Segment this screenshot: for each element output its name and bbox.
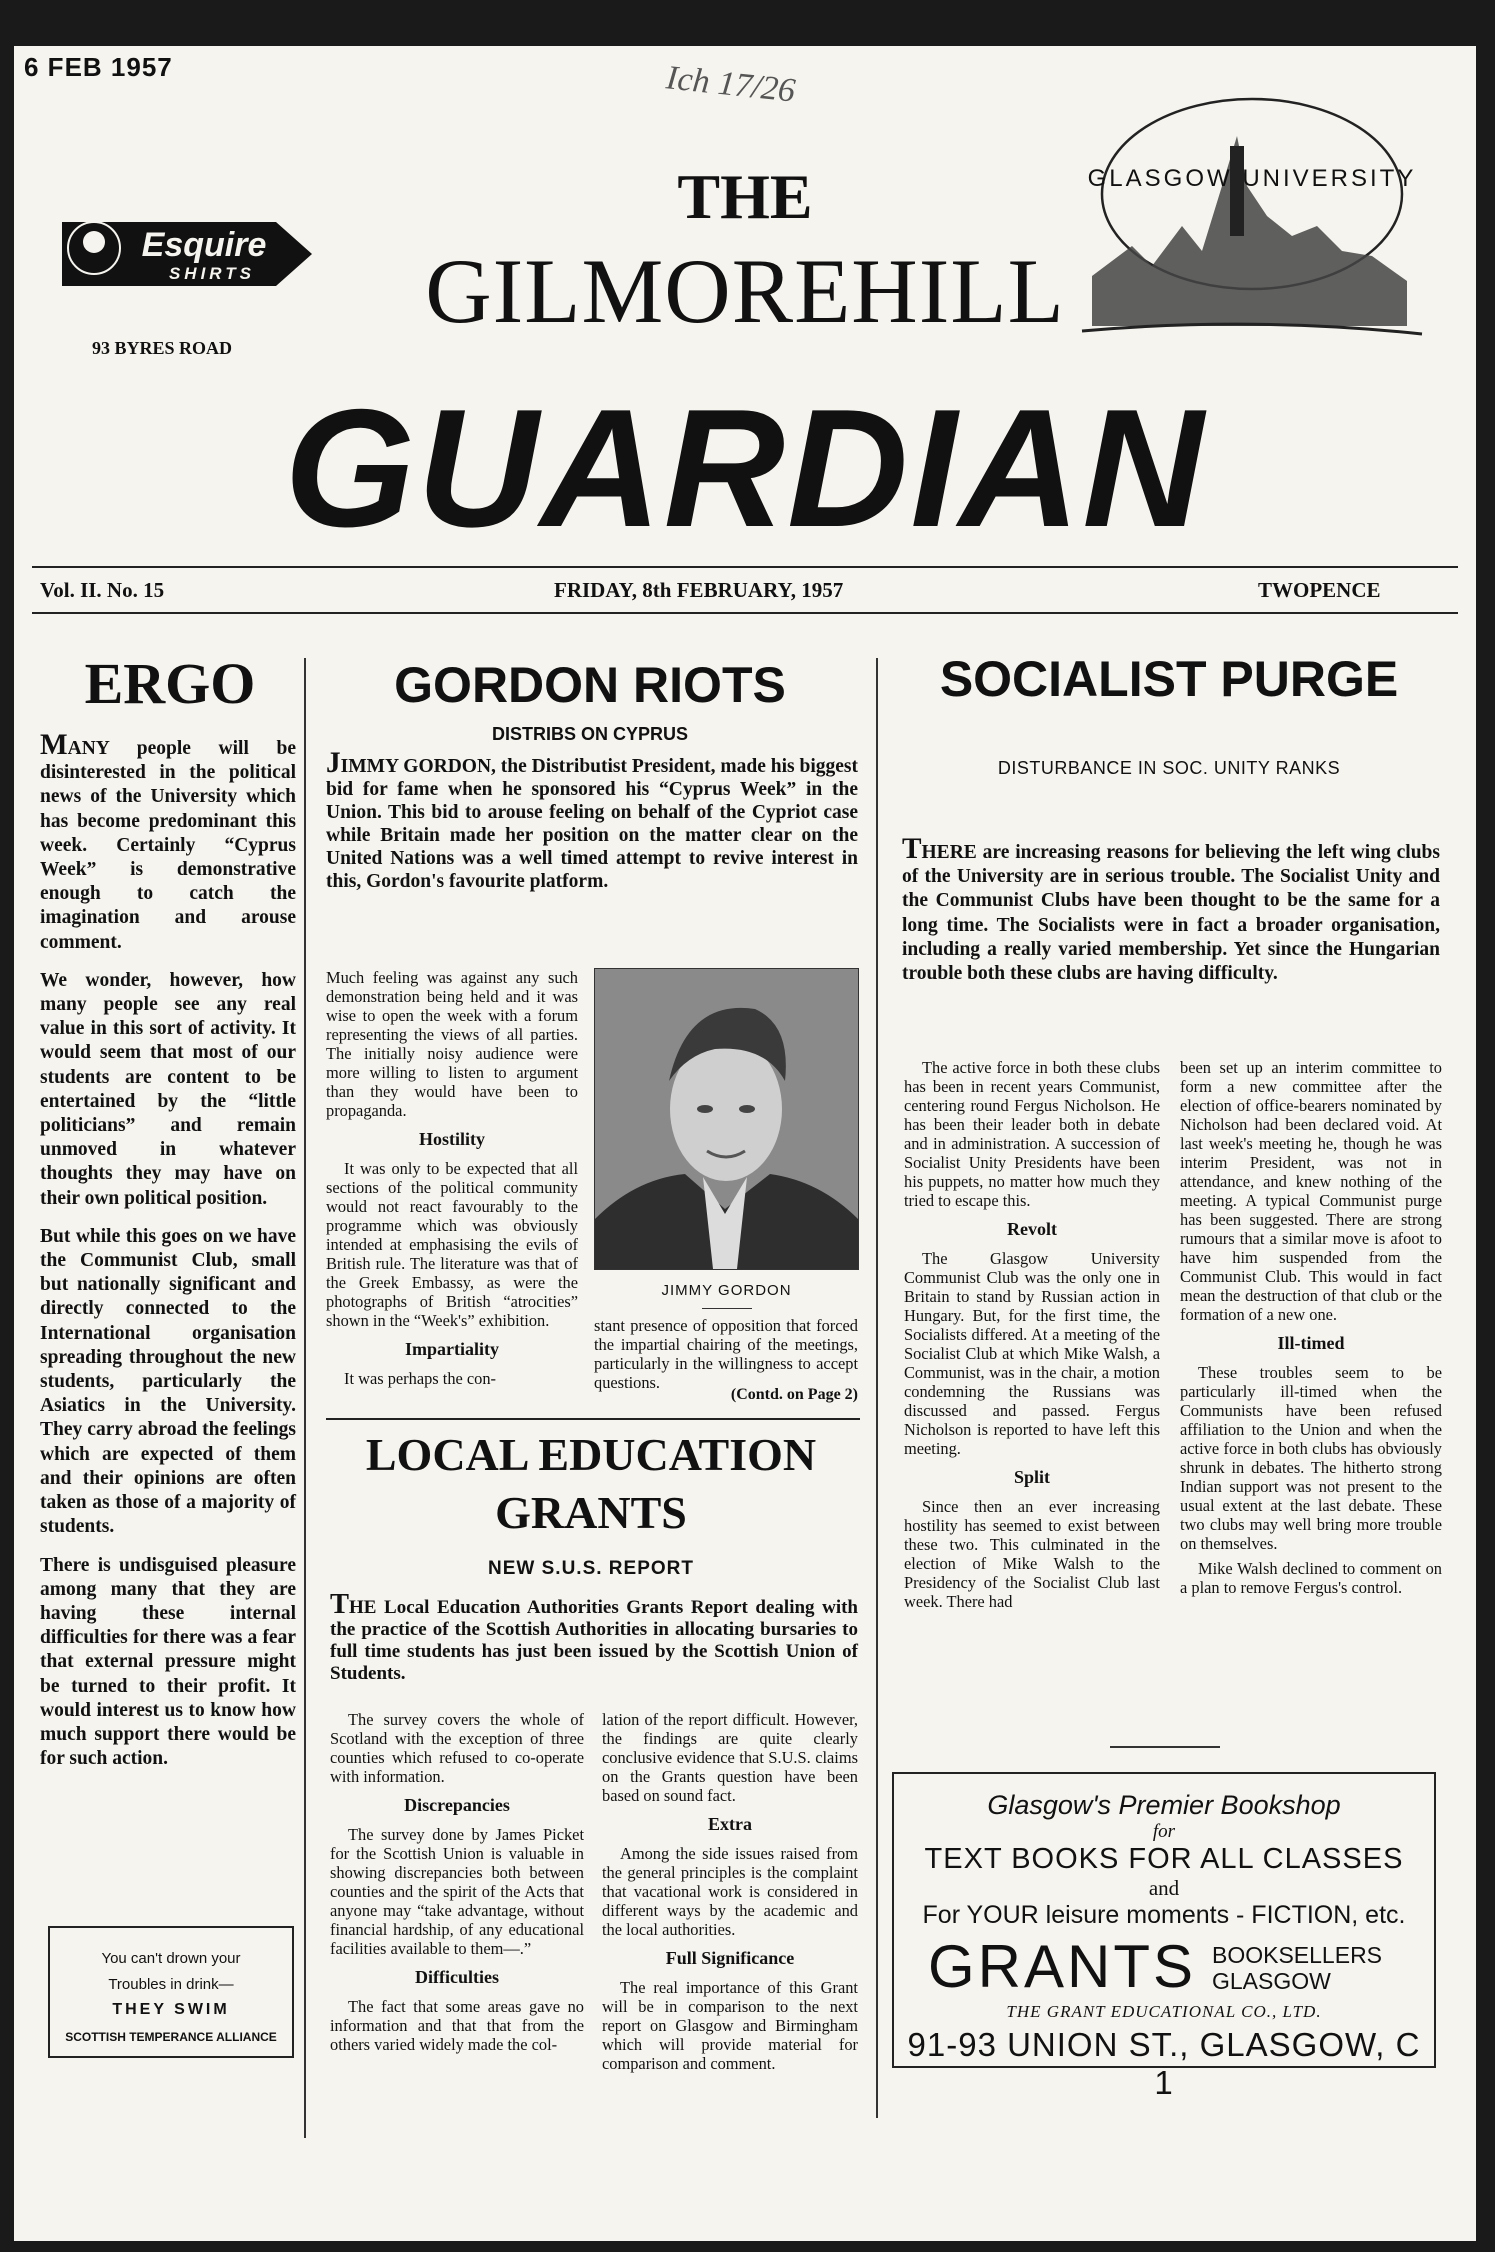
socialist-subhead-revolt: Revolt — [1007, 1219, 1057, 1239]
local-column-2 — [602, 1710, 858, 2079]
temperance-line4: SCOTTISH TEMPERANCE ALLIANCE — [65, 2030, 277, 2044]
local-subhead-significance: Full Significance — [665, 1948, 795, 1968]
socialist-p4: been set up an interim committee to form a new committee after the election of office-bearers nominated by Nicholson had been declared void. At last week's meeting he, though he was interim President, was not in attendance, and knew nothing of the meeting. A typical Communist purge has been suggested. There are strong rumours that a similar move is afoot to have him suspended from the Communist Club. This would in fact mean the destruction of that club or the formation of a new one. — [1180, 1058, 1442, 1324]
masthead-guardian: GUARDIAN — [284, 374, 1206, 562]
masthead-gilmorehill: GILMOREHILL — [425, 240, 1065, 342]
local-p6: The real importance of this Grant will be in comparison to the next report on Glasgow and Birmingham which will provide material for comparison and comment. — [602, 1978, 858, 2073]
socialist-end-rule — [1110, 1746, 1220, 1748]
socialist-dropcap: T — [902, 833, 922, 865]
ergo-editorial — [40, 729, 296, 1785]
ergo-dropcap: M — [40, 729, 68, 761]
gordon-subhead-impartiality: Impartiality — [405, 1339, 499, 1359]
local-heading-line2: GRANTS — [495, 1487, 687, 1538]
logo-address: 93 BYRES ROAD — [92, 338, 233, 358]
socialist-lead-text: HERE are increasing reasons for believing the left wing clubs of the University are in serious trouble. The Socialist Unity and the Communist Clubs have been thought to be the same for a long time. The Socialists were in fact a broader organisation, including a really varied membership. Yet since the Hungarian trouble both these clubs are having difficulty. — [902, 842, 1440, 985]
ergo-p1: ANY people will be disinterested in the political news of the University which has become predominant this week. Certainly “Cyprus Week” is demonstrative enough to catch the imagination and arouse comment. — [40, 738, 296, 953]
socialist-lead — [902, 833, 1440, 986]
temperance-line1: You can't drown your — [101, 1950, 241, 1967]
gordon-subheading: DISTRIBS ON CYPRUS — [491, 724, 689, 744]
gordon-continued: (Contd. on Page 2) — [730, 1386, 858, 1403]
bookshop-brand-side — [1212, 1942, 1382, 1994]
issue-volume: Vol. II. No. 15 — [40, 578, 165, 602]
university-badge-text: GLASGOW UNIVERSITY — [1087, 165, 1417, 192]
newspaper-page — [14, 46, 1476, 2241]
local-column-1 — [330, 1710, 584, 2060]
local-p2: The survey done by James Picket for the Scottish Union is valuable in showing discrepancies both between counties and the spirit of the Acts that anyone may “take advantage, without financial hardship, of any educational facilities available to them—.” — [330, 1825, 584, 1958]
temperance-line3: THEY SWIM — [112, 2001, 230, 2018]
socialist-subhead-illtimed: Ill-timed — [1277, 1333, 1345, 1353]
gordon-subhead-hostility: Hostility — [419, 1129, 485, 1149]
masthead-the: THE — [677, 161, 813, 232]
socialist-subhead-split: Split — [1013, 1467, 1051, 1487]
bookshop-line3: TEXT BOOKS FOR ALL CLASSES — [924, 1843, 1404, 1875]
local-subhead-discrepancies: Discrepancies — [404, 1795, 510, 1815]
jimmy-gordon-photo — [594, 968, 859, 1270]
socialist-column-2 — [1180, 1058, 1442, 1603]
socialist-p1: The active force in both these clubs has been in recent years Communist, centering round Fergus Nicholson. He has been their leader both in debate and in administration. A succession of Socialist Unity Presidents have been his puppets, no matter how much they tried to escape this. — [904, 1058, 1160, 1210]
gordon-p4: stant presence of opposition that forced the impartial chairing of the meetings, particularly in the willingness to accept questions. — [594, 1316, 858, 1392]
socialist-heading: SOCIALIST PURGE — [939, 651, 1399, 707]
photo-caption: JIMMY GORDON — [661, 1282, 792, 1299]
gordon-lead — [326, 747, 858, 893]
local-p5: Among the side issues raised from the general principles is the complaint that vacational work is considered in different ways by the academic and the local authorities. — [602, 1844, 858, 1939]
column-divider-left — [304, 658, 306, 2138]
local-dropcap: T — [330, 1589, 350, 1620]
ergo-paragraph — [40, 729, 296, 955]
masthead-rule-top — [32, 566, 1458, 568]
pencil-note: Ich 17/26 — [664, 59, 797, 110]
logo-shirts: SHIRTS — [168, 264, 256, 283]
temperance-line2: Troubles in drink— — [108, 1976, 234, 1993]
socialist-p2: The Glasgow University Communist Club was the only one in Britain to stand by Russian action in Hungary. But, for the first time, the Socialists differed. At a meeting of the Socialist Club at which Mike Walsh, a Communist, was in the chair, a motion condemning the Russians was discussed and passed. Fergus Nicholson is reported to have left this meeting. — [904, 1249, 1160, 1458]
gordon-column-1 — [326, 968, 578, 1394]
bookshop-address: 91-93 UNION ST., GLASGOW, C 1 — [907, 2026, 1421, 2101]
bookshop-side2: GLASGOW — [1212, 1968, 1331, 1994]
ergo-p4: There is undisguised pleasure among many that they are having these internal difficulties for there was a fear that external pressure might be turned to their profit. It would interest us to know how much support there would be for such action. — [40, 1554, 296, 1770]
bookshop-line2: for — [1152, 1821, 1176, 1842]
local-heading-line1: LOCAL EDUCATION — [365, 1429, 817, 1480]
gordon-lead-text: IMMY GORDON, the Distributist President, made his biggest bid for fame when he sponsored his “Cyprus Week” in the Union. This bid to arouse feeling on behalf of the Cypriot case while Britain made her position on the matter clear on the United Nations was a well timed attempt to revive interest in this, Gordon's favourite platform. — [326, 756, 858, 892]
bookshop-brand-row — [894, 1934, 1434, 2000]
ergo-heading: ERGO — [84, 651, 256, 716]
socialist-p6: Mike Walsh declined to comment on a plan to remove Fergus's control. — [1180, 1559, 1442, 1597]
bookshop-line5: For YOUR leisure moments - FICTION, etc. — [922, 1901, 1406, 1929]
local-heading — [316, 1426, 866, 1542]
local-p4: lation of the report difficult. However, the findings are quite clearly conclusive evidence that S.U.S. claims on the Grants question have been based on sound fact. — [602, 1710, 858, 1805]
socialist-column-1 — [904, 1058, 1160, 1617]
local-p1: The survey covers the whole of Scotland with the exception of three counties which refused to co-operate with information. — [330, 1710, 584, 1786]
issue-date: FRIDAY, 8th FEBRUARY, 1957 — [554, 578, 844, 602]
column-divider-right — [876, 658, 878, 2118]
issue-price: TWOPENCE — [1258, 578, 1381, 602]
socialist-p5: These troubles seem to be particularly ill-timed when the Communists have been refused affiliation to the Union and when the active force in both clubs has obviously shrunk in debates. The hitherto strong Indian support was not present to the usual extent at the last debate. These two clubs may well bring more trouble on themselves. — [1180, 1363, 1442, 1553]
bookshop-ad — [892, 1772, 1436, 2101]
local-subhead-extra: Extra — [708, 1814, 752, 1834]
ergo-p2: We wonder, however, how many people see any real value in this sort of activity. It would seem that most of our students are content to be entertained by the “little politicians” and remain unmoved in whatever thoughts they may have on their own political position. — [40, 969, 296, 1209]
gordon-end-rule — [326, 1418, 860, 1420]
date-stamp: 6 FEB 1957 — [24, 52, 173, 82]
bookshop-brand: GRANTS — [928, 1933, 1197, 2000]
photo-caption-rule — [702, 1308, 752, 1309]
gordon-p3: It was perhaps the con- — [344, 1369, 497, 1388]
gordon-p1: Much feeling was against any such demonstration being held and it was wise to open the week with a forum representing the views of all parties. The initially noisy audience were more willing to listen to argument than they would have been to propaganda. — [326, 968, 578, 1120]
bookshop-line4: and — [1148, 1876, 1180, 1900]
socialist-subheading: DISTURBANCE IN SOC. UNITY RANKS — [997, 758, 1341, 778]
local-lead-text: HE Local Education Authorities Grants Report dealing with the practice of the Scottish Authorities in allocating bursaries to full time students has just been issued by the Scottish Union of Students. — [330, 1597, 858, 1684]
socialist-p3: Since then an ever increasing hostility has seemed to exist between these two. This culminated in the election of Mike Walsh to the Presidency of the Socialist Club last week. There had — [904, 1497, 1160, 1611]
local-p3: The fact that some areas gave no information and that that from the others varied widely made the col- — [330, 1997, 584, 2054]
ergo-p3: But while this goes on we have the Communist Club, small but nationally significant and directly connected to the International organisation spreading throughout the new students, particularly the Asiatics in the University. They carry abroad the feelings which are expected of them and their opinions are often taken as those of a majority of students. — [40, 1225, 296, 1538]
temperance-ad — [48, 1926, 294, 2058]
local-subhead-difficulties: Difficulties — [415, 1967, 499, 1987]
logo-brand: Esquire — [141, 226, 267, 264]
local-lead — [330, 1589, 858, 1685]
gordon-heading: GORDON RIOTS — [394, 657, 786, 713]
bookshop-line1: Glasgow's Premier Bookshop — [987, 1790, 1341, 1820]
bookshop-company: THE GRANT EDUCATIONAL CO., LTD. — [1006, 2002, 1322, 2021]
gordon-dropcap: J — [326, 747, 341, 779]
local-subheading: NEW S.U.S. REPORT — [488, 1558, 694, 1579]
bookshop-side1: BOOKSELLERS — [1212, 1942, 1383, 1968]
masthead-rule-bottom — [32, 612, 1458, 614]
gordon-p2: It was only to be expected that all sections of the political community would not react favourably to the programme which was obviously intended at emphasising the evils of British rule. The literature was that of the Greek Embassy, as were the photographs of British “atrocities” shown in the “Week's” exhibition. — [326, 1159, 578, 1330]
